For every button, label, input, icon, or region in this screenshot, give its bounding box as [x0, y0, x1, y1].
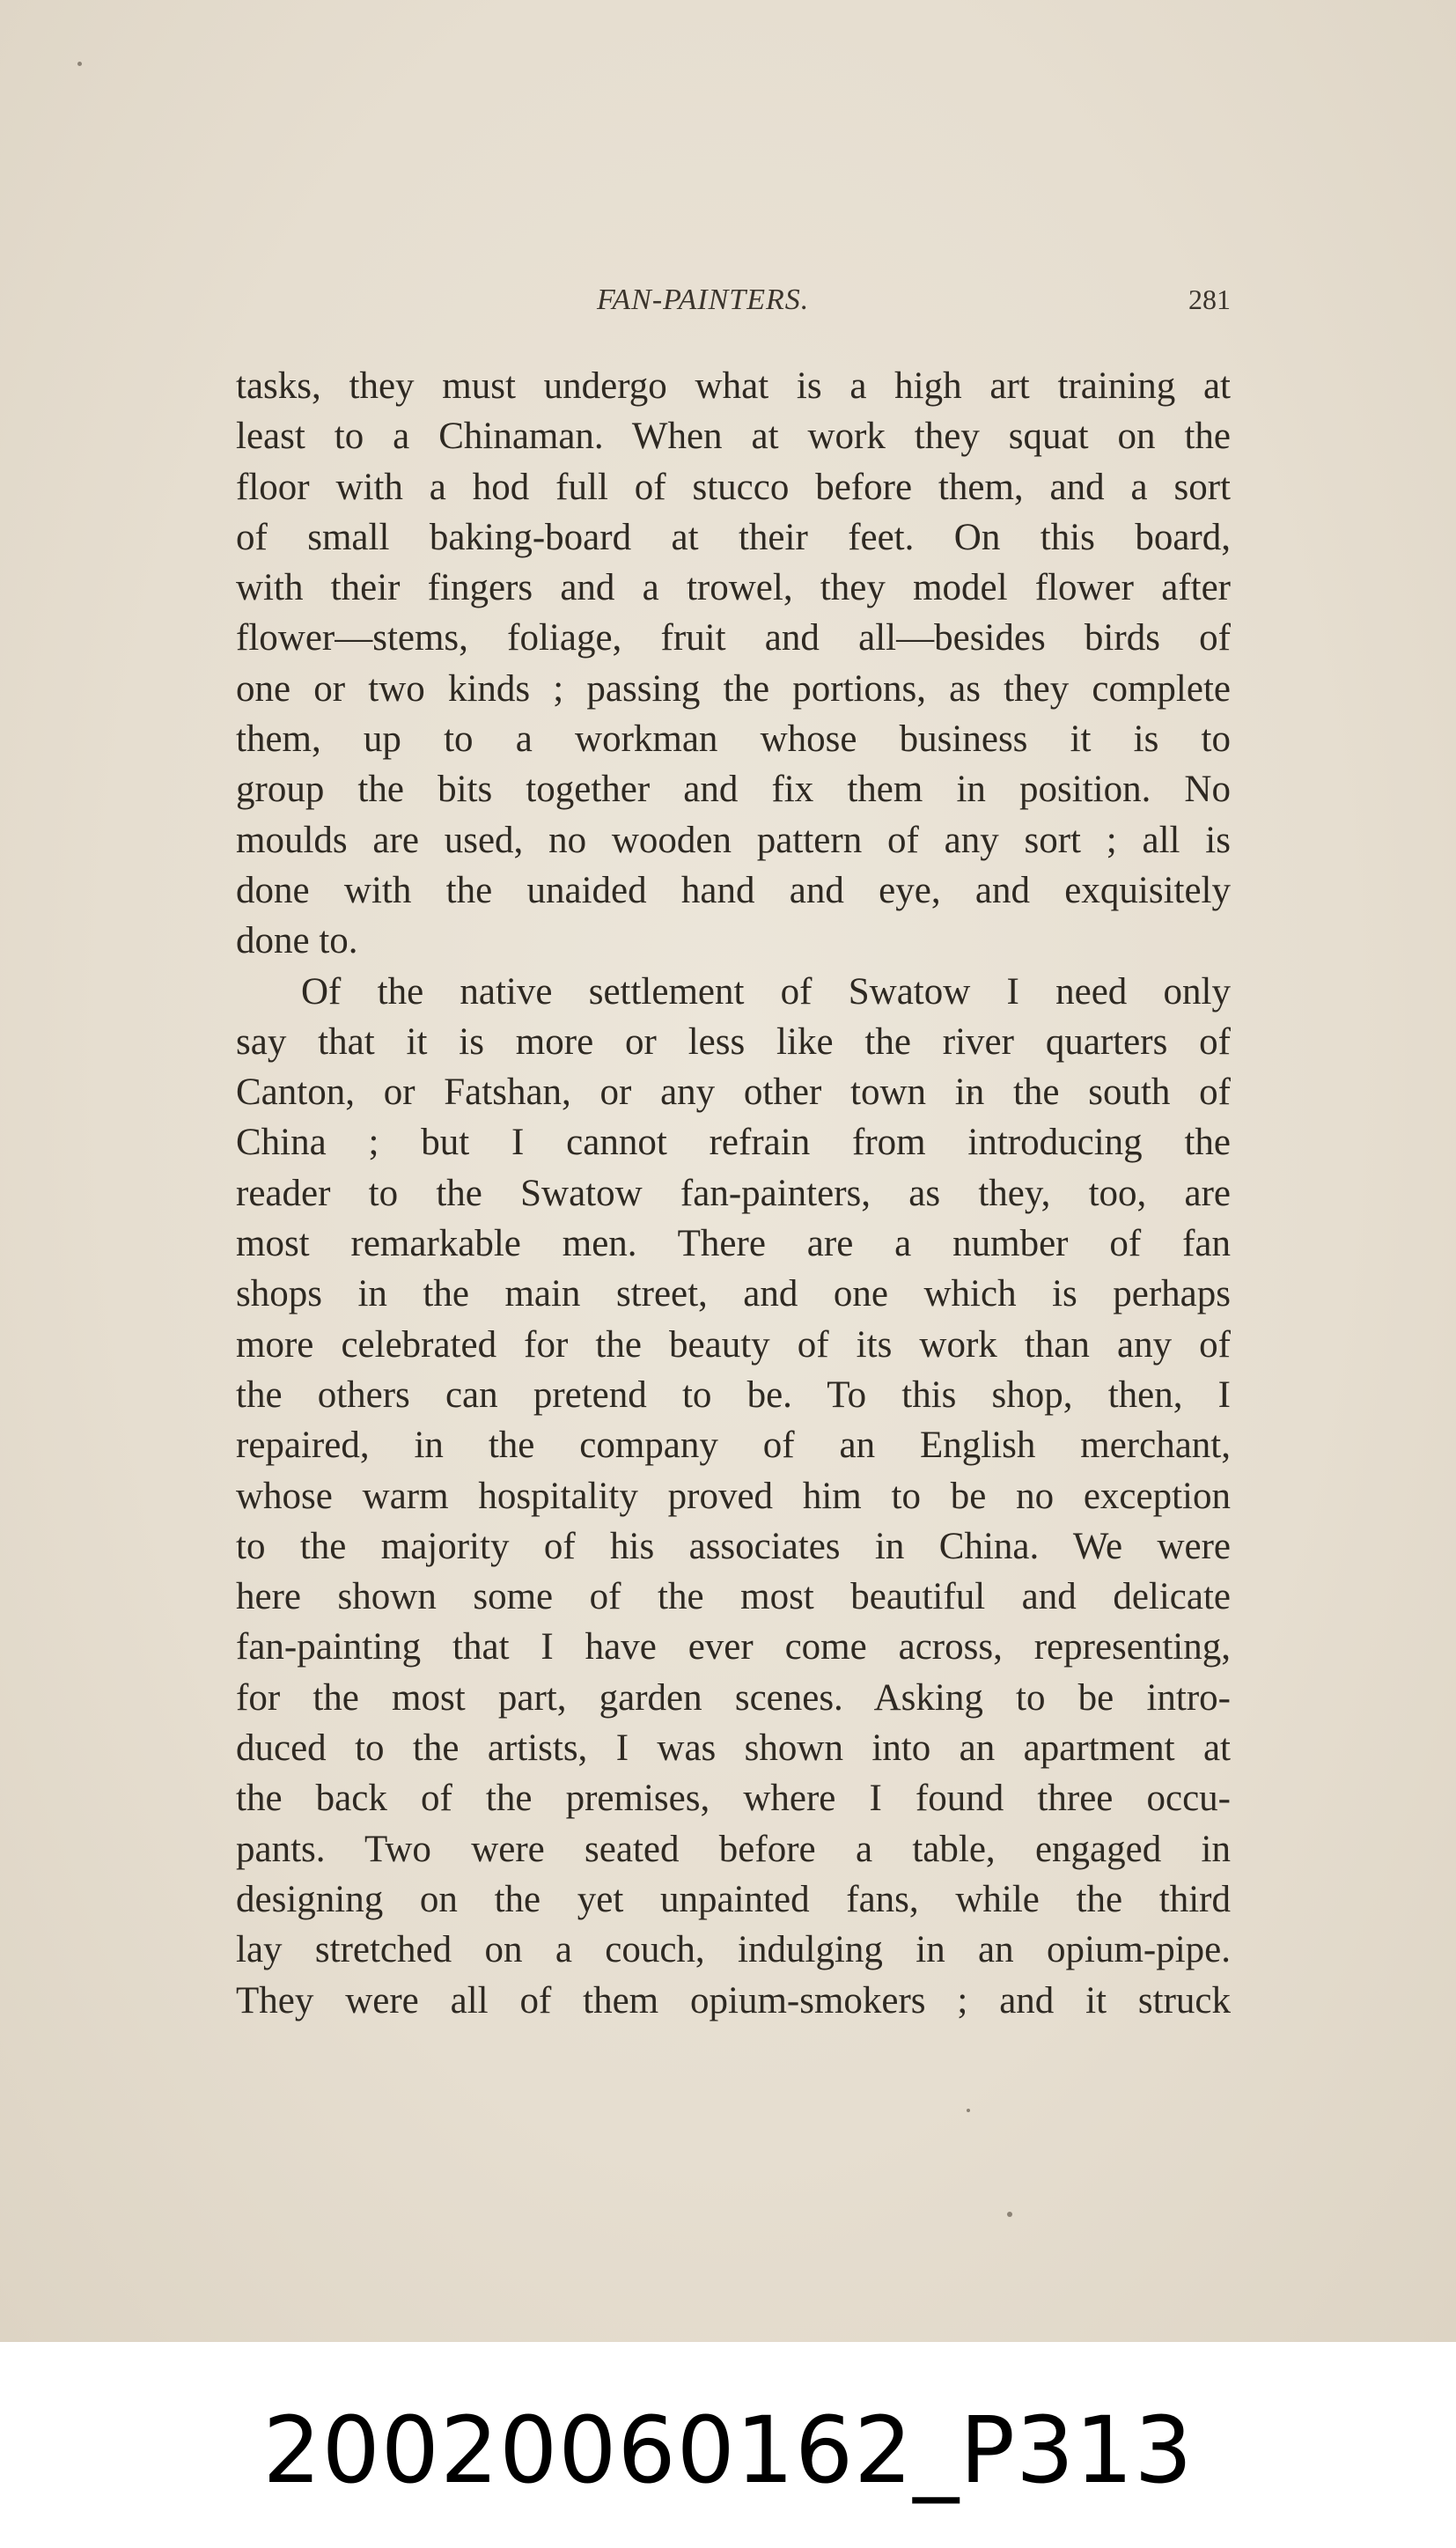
text-line: shops in the main street, and one which is perhaps: [236, 1273, 1231, 1315]
text-line: moulds are used, no wooden pattern of any sort ; all is: [236, 819, 1231, 861]
text-line: tasks, they must undergo what is a high art training at: [236, 365, 1231, 407]
body-text: [236, 361, 1231, 2026]
text-line: say that it is more or less like the river quarters of: [236, 1020, 1231, 1063]
text-line: China ; but I cannot refrain from introducing the: [236, 1122, 1231, 1164]
text-line: the back of the premises, where I found three occu-: [236, 1778, 1231, 1820]
text-line: one or two kinds ; passing the portions, as they complete: [236, 667, 1231, 710]
text-line: floor with a hod full of stucco before them, and a sort: [236, 466, 1231, 508]
text-line: of small baking-board at their feet. On this board,: [236, 516, 1231, 558]
text-line: reader to the Swatow fan-painters, as they, too, are: [236, 1172, 1231, 1214]
text-line: group the bits together and fix them in position. No: [236, 769, 1231, 811]
text-line: repaired, in the company of an English merchant,: [236, 1425, 1231, 1467]
text-line: done with the unaided hand and eye, and exquisitely: [236, 869, 1231, 911]
text-line: for the most part, garden scenes. Asking to be intro-: [236, 1676, 1231, 1719]
text-line: with their fingers and a trowel, they model flower after: [236, 567, 1231, 609]
text-line: flower—stems, foliage, fruit and all—besides birds of: [236, 617, 1231, 659]
scan-label-area: [0, 2342, 1456, 2548]
text-line: more celebrated for the beauty of its work than any of: [236, 1323, 1231, 1366]
text-line: fan-painting that I have ever come across, representing,: [236, 1626, 1231, 1668]
catalog-id: 20020060162_P313: [262, 2397, 1194, 2504]
paragraph-end-line: done to.: [236, 920, 358, 962]
text-line: least to a Chinaman. When at work they squat on the: [236, 416, 1231, 458]
text-line: They were all of them opium-smokers ; and it struck: [236, 1979, 1231, 2021]
text-line: Canton, or Fatshan, or any other town in the south of: [236, 1071, 1231, 1114]
text-line: whose warm hospitality proved him to be no exception: [236, 1475, 1231, 1517]
running-title: FAN-PAINTERS.: [597, 284, 810, 316]
text-line: them, up to a workman whose business it is to: [236, 718, 1231, 761]
text-line: designing on the yet unpainted fans, while the third: [236, 1878, 1231, 1920]
text-line: the others can pretend to be. To this shop, then, I: [236, 1373, 1231, 1416]
text-line: pants. Two were seated before a table, engaged in: [236, 1828, 1231, 1870]
text-line: to the majority of his associates in China. We were: [236, 1525, 1231, 1567]
text-line: duced to the artists, I was shown into an apartment at: [236, 1727, 1231, 1770]
page-header: [236, 284, 1231, 319]
text-line: lay stretched on a couch, indulging in an opium-pipe.: [236, 1929, 1231, 1971]
page-number: 281: [1188, 284, 1231, 315]
text-line: here shown some of the most beautiful and delicate: [236, 1576, 1231, 1618]
text-line: most remarkable men. There are a number of fan: [236, 1223, 1231, 1265]
paragraph-start-line: Of the native settlement of Swatow I need only: [301, 970, 1231, 1013]
